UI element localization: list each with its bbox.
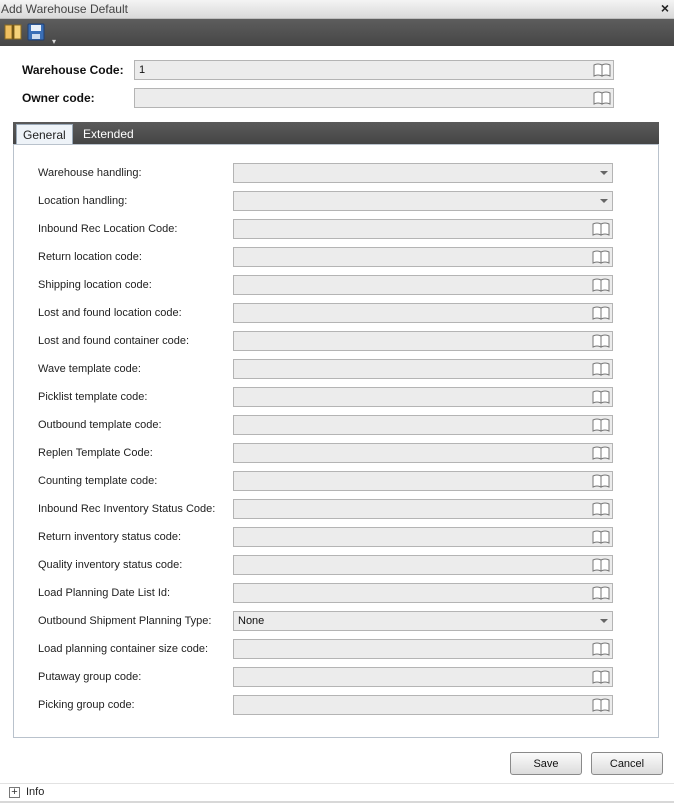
warehouse-code-field[interactable] bbox=[134, 60, 614, 80]
info-label[interactable]: Info bbox=[26, 786, 45, 798]
replen-template-code-field[interactable] bbox=[233, 443, 613, 463]
quality-inventory-status-code-label: Quality inventory status code: bbox=[38, 559, 183, 571]
lost-found-container-code-label: Lost and found container code: bbox=[38, 335, 190, 347]
book-icon[interactable] bbox=[591, 473, 611, 489]
book-icon[interactable] bbox=[592, 90, 612, 106]
putaway-group-code-label: Putaway group code: bbox=[38, 671, 142, 683]
return-location-code-label: Return location code: bbox=[38, 251, 142, 263]
shipping-location-code-label: Shipping location code: bbox=[38, 279, 152, 291]
counting-template-code-field[interactable] bbox=[233, 471, 613, 491]
outbound-shipment-planning-type-label: Outbound Shipment Planning Type: bbox=[38, 615, 212, 627]
outbound-shipment-planning-type-dropdown[interactable] bbox=[233, 611, 613, 631]
toolbar-overflow-chevron-icon[interactable]: ▾ bbox=[51, 37, 56, 46]
tab-bar bbox=[13, 122, 659, 144]
chevron-down-icon[interactable] bbox=[600, 199, 608, 203]
tab-general[interactable]: General bbox=[16, 124, 73, 144]
book-icon[interactable] bbox=[591, 445, 611, 461]
book-icon[interactable] bbox=[591, 501, 611, 517]
book-icon[interactable] bbox=[591, 585, 611, 601]
book-icon[interactable] bbox=[591, 697, 611, 713]
picking-group-code-field[interactable] bbox=[233, 695, 613, 715]
book-icon[interactable] bbox=[591, 641, 611, 657]
replen-template-code-label: Replen Template Code: bbox=[38, 447, 153, 459]
book-icon[interactable] bbox=[592, 62, 612, 78]
lost-found-location-code-label: Lost and found location code: bbox=[38, 307, 182, 319]
return-location-code-field[interactable] bbox=[233, 247, 613, 267]
book-icon[interactable] bbox=[591, 417, 611, 433]
warehouse-handling-dropdown[interactable] bbox=[233, 163, 613, 183]
book-icon[interactable] bbox=[591, 249, 611, 265]
toolbar bbox=[0, 19, 674, 46]
book-icon[interactable] bbox=[591, 669, 611, 685]
chevron-down-icon[interactable] bbox=[600, 619, 608, 623]
shipping-location-code-field[interactable] bbox=[233, 275, 613, 295]
book-icon[interactable] bbox=[2, 21, 24, 43]
counting-template-code-label: Counting template code: bbox=[38, 475, 158, 487]
book-icon[interactable] bbox=[591, 333, 611, 349]
inbound-rec-location-code-field[interactable] bbox=[233, 219, 613, 239]
location-handling-dropdown[interactable] bbox=[233, 191, 613, 211]
title-bar bbox=[0, 0, 674, 19]
book-icon[interactable] bbox=[591, 305, 611, 321]
picklist-template-code-field[interactable] bbox=[233, 387, 613, 407]
window-title: Add Warehouse Default bbox=[1, 2, 128, 16]
book-icon[interactable] bbox=[591, 361, 611, 377]
outbound-shipment-planning-type-value: None bbox=[238, 615, 265, 627]
expand-icon[interactable]: + bbox=[9, 787, 20, 798]
warehouse-handling-label: Warehouse handling: bbox=[38, 167, 142, 179]
warehouse-code-value: 1 bbox=[139, 64, 146, 76]
book-icon[interactable] bbox=[591, 389, 611, 405]
quality-inventory-status-code-field[interactable] bbox=[233, 555, 613, 575]
book-icon[interactable] bbox=[591, 557, 611, 573]
return-inventory-status-code-label: Return inventory status code: bbox=[38, 531, 182, 543]
picklist-template-code-label: Picklist template code: bbox=[38, 391, 148, 403]
picking-group-code-label: Picking group code: bbox=[38, 699, 135, 711]
load-planning-date-list-id-field[interactable] bbox=[233, 583, 613, 603]
close-icon[interactable]: × bbox=[660, 0, 669, 16]
chevron-down-icon[interactable] bbox=[600, 171, 608, 175]
outbound-template-code-label: Outbound template code: bbox=[38, 419, 162, 431]
wave-template-code-field[interactable] bbox=[233, 359, 613, 379]
outbound-template-code-field[interactable] bbox=[233, 415, 613, 435]
lost-found-container-code-field[interactable] bbox=[233, 331, 613, 351]
owner-code-label: Owner code: bbox=[22, 91, 95, 105]
return-inventory-status-code-field[interactable] bbox=[233, 527, 613, 547]
book-icon[interactable] bbox=[591, 221, 611, 237]
inbound-rec-location-code-label: Inbound Rec Location Code: bbox=[38, 223, 178, 235]
footer-divider bbox=[0, 783, 674, 784]
save-icon[interactable] bbox=[25, 21, 47, 43]
warehouse-code-label: Warehouse Code: bbox=[22, 63, 124, 77]
putaway-group-code-field[interactable] bbox=[233, 667, 613, 687]
inbound-rec-inventory-status-code-field[interactable] bbox=[233, 499, 613, 519]
lost-found-location-code-field[interactable] bbox=[233, 303, 613, 323]
owner-code-field[interactable] bbox=[134, 88, 614, 108]
location-handling-label: Location handling: bbox=[38, 195, 128, 207]
inbound-rec-inventory-status-code-label: Inbound Rec Inventory Status Code: bbox=[38, 503, 216, 515]
load-planning-date-list-id-label: Load Planning Date List Id: bbox=[38, 587, 171, 599]
book-icon[interactable] bbox=[591, 277, 611, 293]
load-planning-container-size-code-label: Load planning container size code: bbox=[38, 643, 209, 655]
cancel-button[interactable]: Cancel bbox=[591, 752, 663, 775]
book-icon[interactable] bbox=[591, 529, 611, 545]
save-button[interactable]: Save bbox=[510, 752, 582, 775]
wave-template-code-label: Wave template code: bbox=[38, 363, 141, 375]
tab-extended[interactable]: Extended bbox=[83, 127, 134, 141]
load-planning-container-size-code-field[interactable] bbox=[233, 639, 613, 659]
